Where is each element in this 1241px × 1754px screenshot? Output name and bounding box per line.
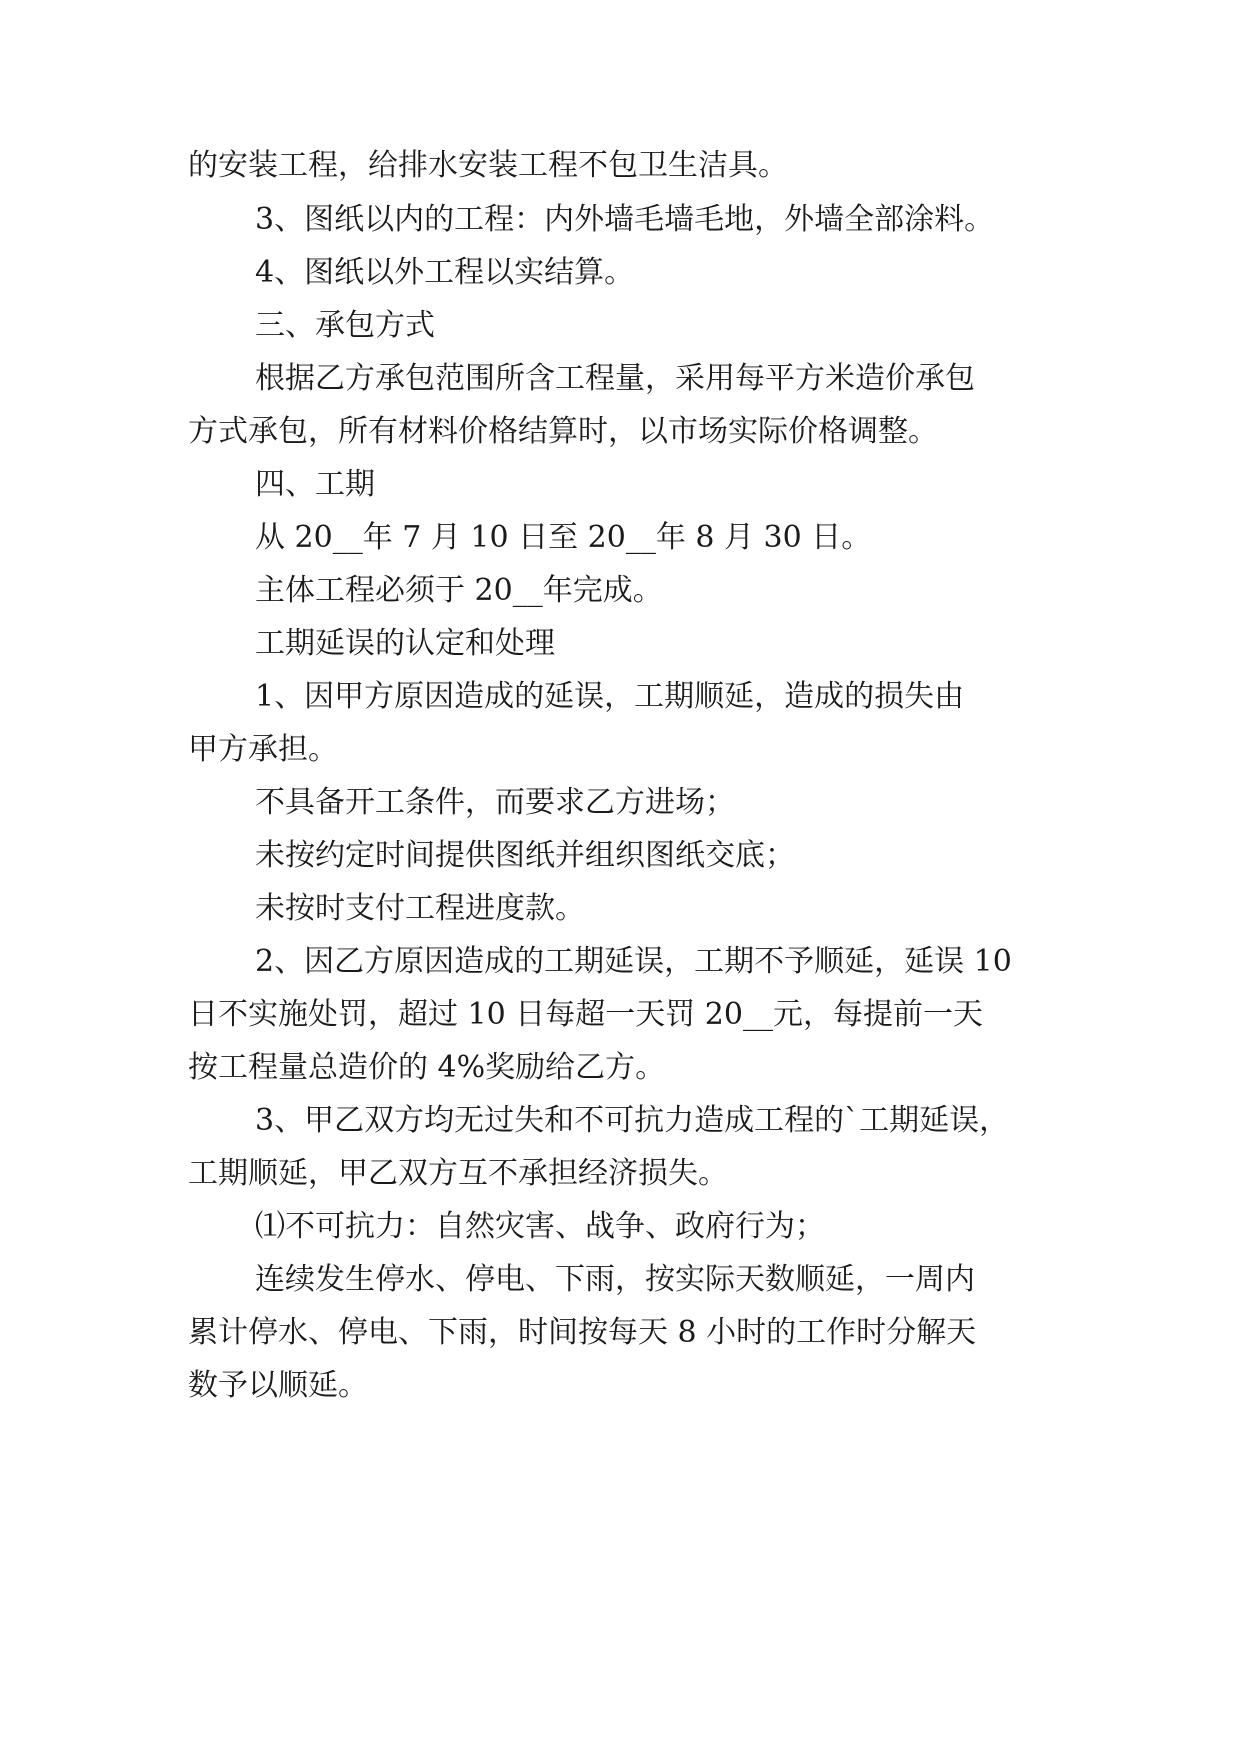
paragraph-line: 根据乙方承包范围所含工程量，采用每平方米造价承包 [255,361,975,396]
paragraph-line: 从 20__年 7 月 10 日至 20__年 8 月 30 日。 [255,520,872,555]
paragraph-line: 连续发生停水、停电、下雨，按实际天数顺延，一周内 [255,1262,975,1297]
paragraph-line: 3、甲乙双方均无过失和不可抗力造成工程的`工期延误， [255,1103,1010,1138]
paragraph-line: 甲方承担。 [188,732,338,767]
subsection-heading: 工期延误的认定和处理 [255,626,555,661]
paragraph-line: 主体工程必须于 20__年完成。 [255,573,663,608]
paragraph-line: 3、图纸以内的工程：内外墙毛墙毛地，外墙全部涂料。 [255,202,995,237]
paragraph-line: 不具备开工条件，而要求乙方进场； [255,785,735,820]
section-heading: 四、工期 [255,467,375,502]
paragraph-line: 未按约定时间提供图纸并组织图纸交底； [255,838,795,873]
paragraph-line: ⑴不可抗力：自然灾害、战争、政府行为； [255,1209,825,1244]
paragraph-line: 方式承包，所有材料价格结算时，以市场实际价格调整。 [188,414,938,449]
paragraph-line: 工期顺延，甲乙双方互不承担经济损失。 [188,1156,728,1191]
paragraph-line: 数予以顺延。 [188,1368,368,1403]
paragraph-line: 日不实施处罚，超过 10 日每超一天罚 20__元，每提前一天 [188,997,983,1032]
paragraph-line: 4、图纸以外工程以实结算。 [255,255,635,290]
paragraph-line: 2、因乙方原因造成的工期延误，工期不予顺延，延误 10 [255,944,1012,979]
paragraph-line: 未按时支付工程进度款。 [255,891,585,926]
paragraph-line: 的安装工程，给排水安装工程不包卫生洁具。 [188,148,788,183]
paragraph-line: 1、因甲方原因造成的延误，工期顺延，造成的损失由 [255,679,965,714]
paragraph-line: 累计停水、停电、下雨，时间按每天 8 小时的工作时分解天 [188,1315,977,1350]
paragraph-line: 按工程量总造价的 4%奖励给乙方。 [188,1050,666,1085]
section-heading: 三、承包方式 [255,308,435,343]
